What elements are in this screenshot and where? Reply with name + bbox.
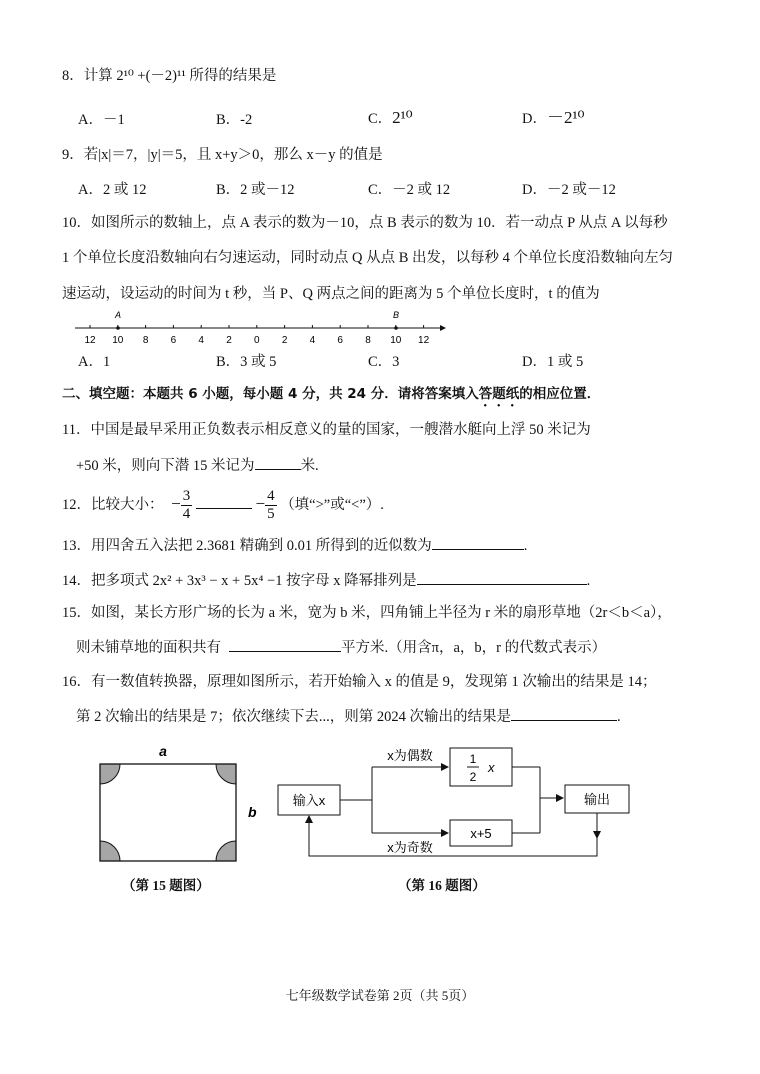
label-b: b — [248, 804, 257, 820]
q9-option-b: B．2 或－12 — [216, 182, 295, 198]
figure-15-rectangle — [88, 740, 268, 870]
q8-option-b: B．-2 — [216, 112, 253, 128]
half-box — [450, 748, 512, 786]
q12-line: 12．比较大小： − $\frac{3}{4}$ − $\frac{4}{5}$ （填“>”或“<”）. — [62, 488, 384, 523]
q10-option-a: A．1 — [78, 354, 111, 370]
q11-line1: 11．中国是最早采用正负数表示相反意义的量的国家，一艘潜水艇向上浮 50 米记为 — [62, 422, 591, 438]
q8-option-d: D．－2¹⁰ — [522, 108, 585, 127]
point-a-label: A — [114, 310, 122, 320]
point-b-label: B — [392, 310, 400, 320]
axis-tick-label: 8 — [142, 335, 149, 346]
axis-tick-label: 10 — [112, 335, 124, 346]
q16-answer-blank — [511, 706, 617, 721]
figure-15-caption: （第 15 题图） — [122, 878, 210, 893]
q14-line: 14．把多项式 2x² + 3x³ − x + 5x⁴ −1 按字母 x 降幂排列是 . — [62, 570, 590, 591]
axis-tick-label: 2 — [281, 335, 288, 346]
q10-line1: 10．如图所示的数轴上，点 A 表示的数为－10，点 B 表示的数为 10．若一动点 P 从点 A 以每秒 — [62, 215, 668, 231]
q9-option-d: D．－2 或－12 — [522, 182, 616, 198]
axis-tick-label: 6 — [170, 335, 177, 346]
svg-text:2: 2 — [469, 770, 477, 784]
sector-bottom-left — [100, 841, 120, 861]
section2-heading: 二、填空题：本题共 6 小题，每小题 4 分，共 24 分．请将答案填入答题纸的相应位置． — [62, 386, 601, 402]
q8-stem: 8．计算 2¹⁰ +(－2)¹¹ 所得的结果是 — [62, 68, 277, 84]
sector-bottom-right — [216, 841, 236, 861]
svg-text:1: 1 — [469, 752, 477, 766]
number-line-figure — [70, 308, 450, 348]
output-label: 输出 — [583, 792, 611, 807]
axis-tick-label: 2 — [226, 335, 232, 346]
q10-option-c: C．3 — [368, 354, 400, 370]
q15-answer-blank — [229, 637, 341, 652]
axis-tick-label: 4 — [309, 335, 316, 346]
axis-tick-label: 12 — [84, 335, 96, 346]
q15-line2: 则未铺草地的面积共有 平方米.（用含π，a，b，r 的代数式表示） — [76, 637, 606, 658]
q16-line2: 第 2 次输出的结果是 7；依次继续下去...，则第 2024 次输出的结果是 . — [76, 706, 621, 727]
q8-option-a: A．－1 — [78, 112, 125, 128]
q14-answer-blank — [417, 570, 587, 585]
q16-line1: 16．有一数值转换器，原理如图所示，若开始输入 x 的值是 9，发现第 1 次输出的结果是 14； — [62, 674, 657, 690]
q11-answer-blank — [255, 455, 301, 470]
q13-answer-blank — [432, 535, 524, 550]
q9-option-c: C．－2 或 12 — [368, 182, 451, 198]
sector-top-left — [100, 764, 120, 784]
odd-label: x为奇数 — [387, 840, 433, 855]
input-label: 输入x — [292, 793, 326, 808]
q10-option-d: D．1 或 5 — [522, 354, 584, 370]
square-outline — [100, 764, 236, 861]
axis-tick-label: 10 — [390, 335, 402, 346]
even-label: x为偶数 — [387, 748, 433, 763]
sector-top-right — [216, 764, 236, 784]
q15-line1: 15．如图，某长方形广场的长为 a 米，宽为 b 米，四角铺上半径为 r 米的扇形草地（2r＜b＜a）， — [62, 605, 672, 621]
page-footer: 七年级数学试卷第 2页（共 5页） — [285, 988, 475, 1003]
label-a: a — [159, 743, 167, 759]
axis-tick-label: 6 — [337, 335, 343, 346]
point-a-dot — [116, 326, 120, 330]
q13-line: 13．用四舍五入法把 2.3681 精确到 0.01 所得到的近似数为 . — [62, 535, 527, 556]
plus5-label: x+5 — [470, 826, 492, 841]
figure-16-caption: （第 16 题图） — [398, 878, 486, 893]
q10-line2: 1 个单位长度沿数轴向右匀速运动，同时动点 Q 从点 B 出发，以每秒 4 个单位长度沿数轴向左匀 — [62, 250, 674, 266]
axis-tick-label: 8 — [365, 335, 371, 346]
figure-16-flowchart — [270, 740, 650, 870]
q9-option-a: A．2 或 12 — [78, 182, 147, 198]
q11-line2: +50 米，则向下潜 15 米记为 米. — [76, 455, 319, 476]
svg-text:x: x — [488, 760, 495, 775]
q12-answer-blank — [196, 494, 252, 509]
q10-line3: 速运动，设运动的时间为 t 秒，当 P、Q 两点之间的距离为 5 个单位长度时，t 的值为 — [62, 286, 600, 302]
q10-option-b: B．3 或 5 — [216, 354, 277, 370]
q8-option-c: C．2¹⁰ — [368, 108, 413, 127]
axis-tick-label: 12 — [418, 335, 430, 346]
point-b-dot — [394, 326, 398, 330]
axis-tick-label: 4 — [198, 335, 204, 346]
axis-tick-label: 0 — [254, 335, 260, 346]
q9-stem: 9．若|x|＝7，|y|＝5，且 x+y＞0，那么 x－y 的值是 — [62, 147, 383, 163]
